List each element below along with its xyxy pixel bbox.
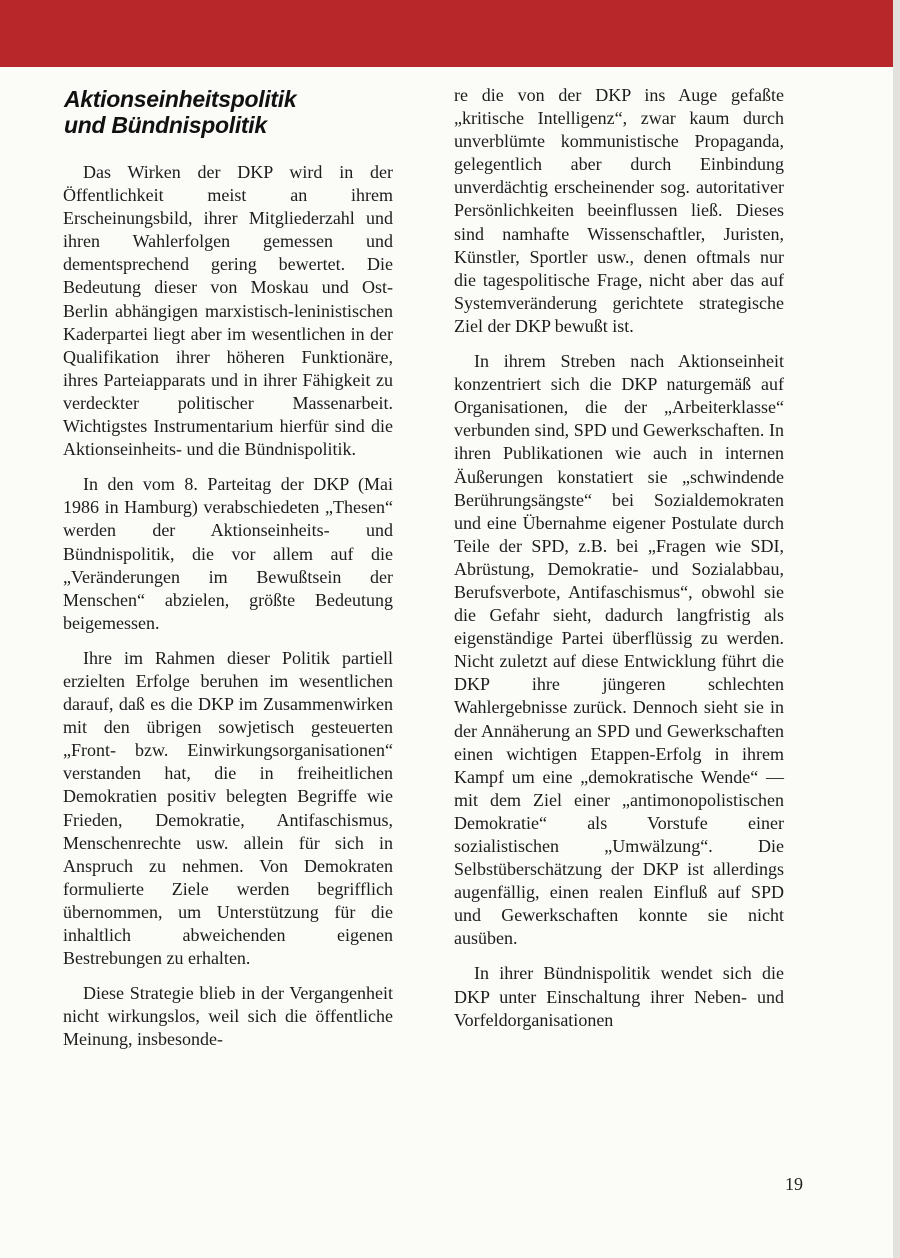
left-column [63, 161, 393, 1063]
page-edge [893, 0, 900, 1258]
paragraph-continued: re die von der DKP ins Auge gefaßte „kritische Intelligenz“, zwar kaum durch unverblümte kommunistische Propaganda, gelegentlich aber durch Einbindung unverdächtig erscheinender sog. autoritativer Persönlichkeiten beeinflussen ließ. Dieses sind namhafte Wissenschaftler, Juristen, Künstler, Sportler usw., denen oftmals nur die tagespolitische Frage, nicht aber das auf Systemveränderung gerichtete strategische Ziel der DKP bewußt ist. [454, 85, 784, 336]
header-color-band [0, 0, 893, 67]
paragraph: In ihrer Bündnispolitik wendet sich die DKP unter Einschaltung ihrer Neben- und Vorfeldorganisationen [454, 963, 784, 1030]
page-number: 19 [785, 1174, 803, 1194]
paragraph: In ihrem Streben nach Aktionseinheit konzentriert sich die DKP naturgemäß auf Organisationen, die der „Arbeiterklasse“ verbunden sind, SPD und Gewerkschaften. In ihren Publikationen wie auch in internen Äußerungen konstatiert sie „schwindende Berührungsängste“ bei Sozialdemokraten und eine Übernahme eigener Postulate durch Teile der SPD, z.B. bei „Fragen wie SDI, Abrüstung, Demokratie- und Sozialabbau, Berufsverbote, Antifaschismus“, obwohl sie die Gefahr sieht, dadurch langfristig als eigenständige Partei überflüssig zu werden. Nicht zuletzt auf diese Entwicklung führt die DKP ihre jüngeren schlechten Wahlergebnisse zurück. Dennoch sieht sie in der Annäherung an SPD und Gewerkschaften einen wichtigen Etappen-Erfolg in ihrem Kampf um eine „demokratische Wende“ — mit dem Ziel einer „antimonopolistischen Demokratie“ als Vorstufe einer sozialistischen „Umwälzung“. Die Selbstüberschätzung der DKP ist allerdings augenfällig, einen realen Einfluß auf SPD und Gewerkschaften konnte sie nicht ausüben. [454, 351, 784, 949]
paragraph: Diese Strategie blieb in der Vergangenheit nicht wirkungslos, weil sich die öffentliche Meinung, insbesonde- [63, 983, 393, 1050]
paragraph: Das Wirken der DKP wird in der Öffentlichkeit meist an ihrem Erscheinungsbild, ihrer Mitgliederzahl und ihren Wahlerfolgen gemessen und dementsprechend gering bewertet. Die Bedeutung dieser von Moskau und Ost-Berlin abhängigen marxistisch-leninistischen Kaderpartei liegt aber im wesentlichen in der Qualifikation ihrer höheren Funktionäre, ihres Parteiapparats und in ihrer Fähigkeit zu verdeckter politischer Massenarbeit. Wichtigstes Instrumentarium hierfür sind die Aktionseinheits- und die Bündnispolitik. [63, 162, 393, 460]
paragraph: Ihre im Rahmen dieser Politik partiell erzielten Erfolge beruhen im wesentlichen darauf, daß es die DKP im Zusammenwirken mit den übrigen sowjetisch gesteuerten „Front- bzw. Einwirkungsorganisationen“ verstanden hat, die in freiheitlichen Demokratien positiv belegten Begriffe wie Frieden, Demokratie, Antifaschismus, Menschenrechte usw. allein für sich in Anspruch zu nehmen. Von Demokraten formulierte Ziele werden begrifflich übernommen, um Unterstützung für die inhaltlich abweichenden eigenen Bestrebungen zu erhalten. [63, 647, 393, 969]
heading-line-1: Aktionseinheitspolitik [64, 86, 297, 112]
heading-line-2: und Bündnispolitik [64, 112, 267, 138]
right-column [454, 84, 784, 1044]
section-heading [64, 86, 394, 138]
paragraph: In den vom 8. Parteitag der DKP (Mai 1986 in Hamburg) verabschiedeten „Thesen“ werden der Aktionseinheits- und Bündnispolitik, die vor allem auf die „Veränderungen im Bewußtsein der Menschen“ abzielen, größte Bedeutung beigemessen. [63, 474, 393, 633]
